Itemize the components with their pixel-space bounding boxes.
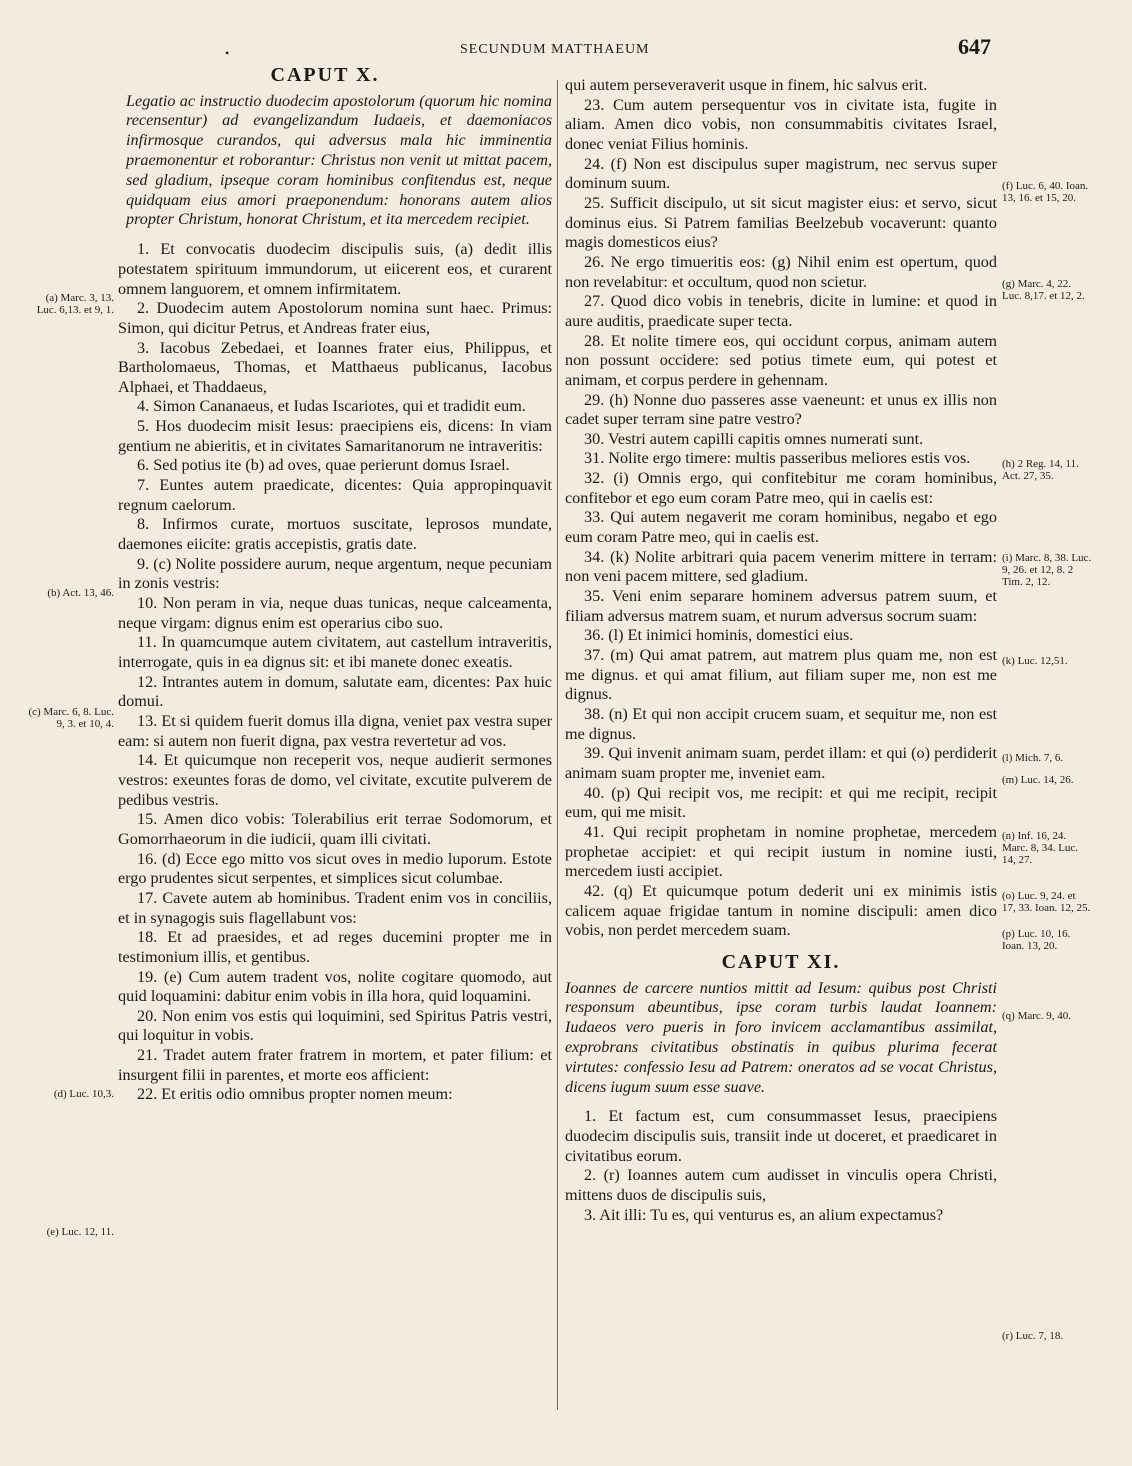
verse-10-25: 25. Sufficit discipulo, ut sit sicut magister eius: et servo, sicut dominus eius. Si Patrem familias Beelzebub vocaverunt: quanto magis domesticos eius?	[565, 193, 997, 252]
verse-10-39: 39. Qui invenit animam suam, perdet illam: et qui (o) perdiderit animam suam propter me, inveniet eam.	[565, 744, 997, 782]
verse-10-18: 18. Et ad praesides, et ad reges ducemini propter me in testimonium illis, et gentibus.	[118, 928, 552, 966]
verse-11-2: 2. (r) Ioannes autem cum audisset in vinculis opera Christi, mittens duos de discipulis suis,	[565, 1166, 997, 1204]
verse-10-21: 21. Tradet autem frater fratrem in mortem, et pater filium: et insurgent filii in parentes, et morte eos afficient:	[118, 1046, 552, 1084]
verse-10-11: 11. In quamcumque autem civitatem, aut castellum intraveritis, interrogate, quis in ea dignus sit: et ibi manete donec exeatis.	[118, 633, 552, 672]
verse-10-42: 42. (q) Et quicumque potum dederit uni ex minimis istis calicem aquae frigidae tantum in nomine discipuli: amen dico vobis, non perdet mercedem suam.	[565, 881, 997, 940]
verse-10-6: 6. Sed potius ite (b) ad oves, quae perierunt domus Israel.	[137, 456, 510, 475]
verse-10-28: 28. Et nolite timere eos, qui occidunt corpus, animam autem non possunt occidere: sed potius timete eum, qui potest et animam, et corpus perdere in gehennam.	[565, 331, 997, 389]
verse-11-3: 3. Ait illi: Tu es, qui venturus es, an alium expectamus?	[584, 1205, 944, 1224]
verse-10-19: 19. (e) Cum autem tradent vos, nolite cogitare quomodo, aut quid loquamini: dabitur enim vobis in illa hora, quid loquamini.	[118, 967, 552, 1006]
margin-note-c: (c) Marc. 6, 8. Luc. 9, 3. et 10, 4.	[28, 706, 114, 730]
verse-10-9: 9. (c) Nolite possidere aurum, neque argentum, neque pecuniam in zonis vestris:	[118, 554, 552, 593]
verse-10-35: 35. Veni enim separare hominem adversus patrem suum, et filiam adversus matrem suam, et nurum adversus socrum suam:	[565, 587, 997, 625]
chapter-10-title: CAPUT X.	[270, 64, 380, 86]
margin-note-a: (a) Marc. 3, 13. Luc. 6,13. et 9, 1.	[36, 292, 114, 316]
verse-10-32: 32. (i) Omnis ergo, qui confitebitur me coram hominibus, confitebor et ego eum coram Patre meo, qui in caelis est:	[565, 469, 997, 507]
running-head: SECUNDUM MATTHAEUM	[460, 42, 650, 57]
verse-10-4: 4. Simon Cananaeus, et Iudas Iscariotes, qui et tradidit eum.	[137, 397, 526, 416]
verse-10-7: 7. Euntes autem praedicate, dicentes: Quia appropinquavit regnum caelorum.	[118, 476, 552, 514]
verse-10-10: 10. Non peram in via, neque duas tunicas, neque calceamenta, neque virgam: dignus enim est operarius cibo suo.	[118, 594, 552, 632]
margin-note-q: (q) Marc. 9, 40.	[1002, 1010, 1072, 1022]
verse-10-14: 14. Et quicumque non receperit vos, neque audierit sermones vestros: exeuntes foras de domo, vel civitate, excutite pulverem de pedibus vestris.	[118, 751, 552, 809]
right-column	[565, 76, 997, 1225]
verse-10-12: 12. Intrantes autem in domum, salutate eam, dicentes: Pax huic domui.	[118, 672, 552, 711]
verse-10-15: 15. Amen dico vobis: Tolerabilius erit terrae Sodomorum, et Gomorrhaeorum in die iudicii, quam illi civitati.	[118, 810, 552, 848]
margin-note-i: (i) Marc. 8, 38. Luc. 9, 26. et 12, 8. 2 Tim. 2, 12.	[1002, 552, 1092, 588]
verse-10-16: 16. (d) Ecce ego mitto vos sicut oves in medio luporum. Estote ergo prudentes sicut serpentes, et simplices sicut columbae.	[118, 849, 552, 888]
verse-11-1: 1. Et factum est, cum consummasset Iesus, praecipiens duodecim discipulis suis, transiit inde ut doceret, et praedicaret in civitatibus eorum.	[565, 1107, 997, 1165]
margin-note-g: (g) Marc. 4, 22. Luc. 8,17. et 12, 2.	[1002, 278, 1085, 302]
verse-10-23: 23. Cum autem persequentur vos in civitate ista, fugite in aliam. Amen dico vobis, non consummabitis civitates Israel, donec veniat Filius hominis.	[565, 95, 997, 153]
chapter-10-summary: Legatio ac instructio duodecim apostolorum (quorum hic nomina recensentur) ad evangelizandum Iudaeis, et daemoniacos infirmosque curandos, qui adversus mala hic imminentia praemonentur et roborantur: Christus non venit ut mittat pacem, sed gladium, ipseque coram hominibus confitendus est, neque quidquam eius amori praeponendum: honorans autem alios propter Christum, honorat Christum, et ita mercedem recipiet.	[126, 91, 552, 229]
verse-10-38: 38. (n) Et qui non accipit crucem suam, et sequitur me, non est me dignus.	[565, 705, 997, 743]
verse-10-8: 8. Infirmos curate, mortuos suscitate, leprosos mundate, daemones eiicite: gratis accepistis, gratis date.	[118, 515, 552, 554]
margin-note-h: (h) 2 Reg. 14, 11. Act. 27, 35.	[1002, 458, 1079, 482]
chapter-11-title: CAPUT XI.	[721, 950, 841, 973]
verse-10-1: 1. Et convocatis duodecim discipulis suis, (a) dedit illis potestatem spirituum immundorum, ut eiicerent eos, et curarent omnem languorem, et omnem infirmitatem.	[118, 240, 552, 298]
verse-10-31: 31. Nolite ergo timere: multis passeribus meliores estis vos.	[584, 449, 971, 468]
margin-note-n: (n) Inf. 16, 24. Marc. 8, 34. Luc. 14, 27.	[1002, 830, 1079, 866]
margin-note-p: (p) Luc. 10, 16. Ioan. 13, 20.	[1002, 928, 1071, 952]
header-dot: •	[225, 46, 230, 60]
verse-10-34: 34. (k) Nolite arbitrari quia pacem venerim mittere in terram: non veni pacem mittere, sed gladium.	[565, 547, 997, 586]
chapter-11-summary: Ioannes de carcere nuntios mittit ad Iesum: quibus post Christi responsum abeuntibus, ipse coram turbis laudat Ioannem: Iudaeos vero pueris in foro invicem acclamantibus assimilat, exprobrans civitatibus obstinatis in quibus plurima fecerat virtutes: confessio Iesu ad Patrem: oneratos ad se vocat Christus, dicens iugum suum esse suave.	[565, 978, 997, 1096]
verse-10-27: 27. Quod dico vobis in tenebris, dicite in lumine: et quod in aure auditis, praedicate super tecta.	[565, 292, 997, 330]
verse-10-37: 37. (m) Qui amat patrem, aut matrem plus quam me, non est me dignus. et qui amat filium, aut filiam super me, non est me dignus.	[565, 646, 997, 704]
page-number: 647	[958, 34, 991, 59]
verse-10-36: 36. (l) Et inimici hominis, domestici eius.	[584, 626, 854, 645]
verse-10-17: 17. Cavete autem ab hominibus. Tradent enim vos in conciliis, et in synagogis suis flagellabunt vos:	[118, 888, 552, 927]
margin-note-l: (l) Mich. 7, 6.	[1002, 752, 1064, 764]
margin-note-r: (r) Luc. 7, 18.	[1002, 1330, 1064, 1342]
margin-note-d: (d) Luc. 10,3.	[53, 1088, 114, 1100]
verse-10-30: 30. Vestri autem capilli capitis omnes numerati sunt.	[584, 429, 924, 448]
left-column	[118, 66, 552, 1105]
verse-10-40: 40. (p) Qui recipit vos, me recipit: et qui me recipit, recipit eum, qui me misit.	[565, 783, 997, 822]
verse-10-24: 24. (f) Non est discipulus super magistrum, nec servus super dominum suum.	[565, 154, 997, 193]
verse-10-2: 2. Duodecim autem Apostolorum nomina sunt haec. Primus: Simon, qui dicitur Petrus, et Andreas frater eius,	[118, 299, 552, 337]
column-rule	[557, 80, 558, 1410]
margin-note-o: (o) Luc. 9, 24. et 17, 33. Ioan. 12, 25.	[1002, 890, 1091, 914]
margin-note-f: (f) Luc. 6, 40. Ioan. 13, 16. et 15, 20.	[1002, 180, 1089, 204]
verse-10-33: 33. Qui autem negaverit me coram hominibus, negabo et ego eum coram Patre meo, qui in caelis est.	[565, 508, 997, 547]
margin-note-m: (m) Luc. 14, 26.	[1002, 774, 1074, 786]
verse-10-3: 3. Iacobus Zebedaei, et Ioannes frater eius, Philippus, et Bartholomaeus, Thomas, et Matthaeus publicanus, Iacobus Alphaei, et Thaddaeus,	[118, 338, 552, 396]
verse-10-13: 13. Et si quidem fuerit domus illa digna, veniet pax vestra super eam: si autem non fuerit digna, pax vestra revertetur ad vos.	[118, 711, 552, 750]
margin-note-k: (k) Luc. 12,51.	[1002, 655, 1068, 667]
verse-10-29: 29. (h) Nonne duo passeres asse vaeneunt: et unus ex illis non cadet super terram sine patre vestro?	[565, 390, 997, 429]
verse-10-5: 5. Hos duodecim misit Iesus: praecipiens eis, dicens: In viam gentium ne abieritis, et in civitates Samaritanorum ne intraveritis:	[118, 417, 552, 455]
verse-10-22-cont: qui autem perseveraverit usque in finem, hic salvus erit.	[565, 76, 928, 94]
verse-10-41: 41. Qui recipit prophetam in nomine prophetae, mercedem prophetae accipiet: et qui recipit iustum in nomine iusti, mercedem iusti accipiet.	[565, 822, 997, 881]
margin-note-e: (e) Luc. 12, 11.	[46, 1226, 114, 1238]
verse-10-22: 22. Et eritis odio omnibus propter nomen meum:	[137, 1085, 453, 1104]
verse-10-20: 20. Non enim vos estis qui loquimini, sed Spiritus Patris vestri, qui loquitur in vobis.	[118, 1006, 552, 1045]
margin-note-b: (b) Act. 13, 46.	[47, 587, 114, 599]
verse-10-26: 26. Ne ergo timueritis eos: (g) Nihil enim est opertum, quod non revelabitur: et occultum, quod non scietur.	[565, 252, 997, 291]
